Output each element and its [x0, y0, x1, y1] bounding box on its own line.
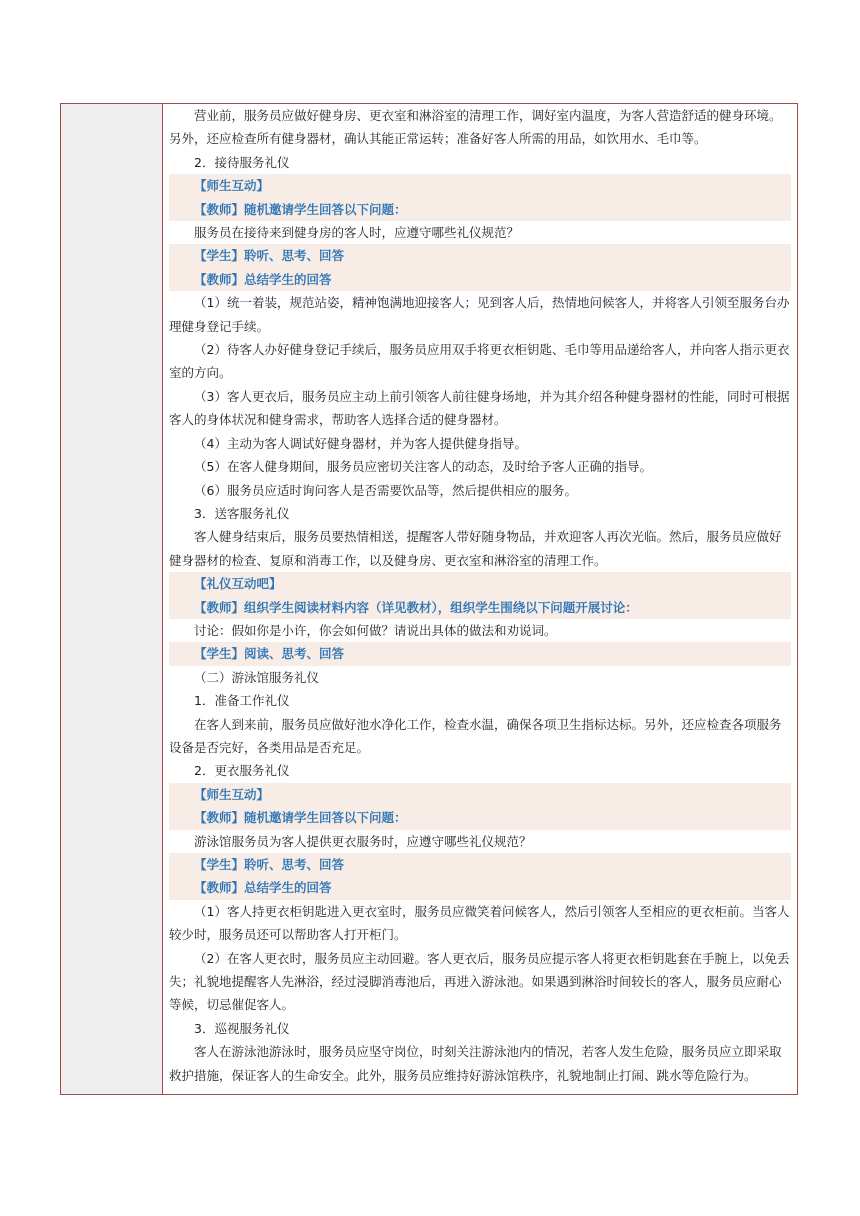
- paragraph: 2．接待服务礼仪: [194, 154, 290, 170]
- highlight-line: 【学生】聆听、思考、回答: [169, 853, 791, 876]
- highlight-line: 【师生互动】: [169, 783, 791, 806]
- highlight-line: 【教师】总结学生的回答: [169, 268, 791, 291]
- paragraph: （2）待客人办好健身登记手续后，服务员应用双手将更衣柜钥匙、毛巾等用品递给客人，并向客人指示更衣室的方向。: [169, 342, 790, 381]
- highlight-line: 【师生互动】: [169, 174, 791, 197]
- paragraph: 客人在游泳池游泳时，服务员应坚守岗位，时刻关注游泳池内的情况，若客人发生危险，服务员应立即采取救护措施，保证客人的生命安全。此外，服务员应维持好游泳馆秩序，礼貌地制止打闹、跳水等危险行为。: [169, 1044, 782, 1083]
- highlight-line: 【礼仪互动吧】: [169, 572, 791, 595]
- paragraph: 游泳馆服务员为客人提供更衣服务时，应遵守哪些礼仪规范？: [194, 833, 532, 849]
- paragraph: 3．巡视服务礼仪: [194, 1020, 290, 1036]
- highlight-line: 【教师】随机邀请学生回答以下问题：: [169, 806, 791, 829]
- label-column: [61, 104, 163, 1094]
- content-column: [169, 104, 791, 1087]
- paragraph: （4）主动为客人调试好健身器材，并为客人提供健身指导。: [194, 435, 527, 451]
- highlight-line: 【教师】随机邀请学生回答以下问题：: [169, 198, 791, 221]
- paragraph: （1）统一着装，规范站姿，精神饱满地迎接客人；见到客人后，热情地问候客人，并将客人引领至服务台办理健身登记手续。: [169, 295, 790, 334]
- lesson-table: [60, 103, 798, 1095]
- highlight-line: 【学生】聆听、思考、回答: [169, 244, 791, 267]
- paragraph: 在客人到来前，服务员应做好池水净化工作，检查水温，确保各项卫生指标达标。另外，还应检查各项服务设备是否完好，各类用品是否充足。: [169, 716, 782, 755]
- paragraph: （二）游泳馆服务礼仪: [194, 669, 320, 685]
- paragraph: 营业前，服务员应做好健身房、更衣室和淋浴室的清理工作，调好室内温度，为客人营造舒适的健身环境。另外，还应检查所有健身器材，确认其能正常运转；准备好客人所需的用品，如饮用水、毛巾等。: [169, 108, 782, 147]
- paragraph: 2．更衣服务礼仪: [194, 763, 290, 779]
- paragraph: （3）客人更衣后，服务员应主动上前引领客人前往健身场地，并为其介绍各种健身器材的性能，同时可根据客人的身体状况和健身需求，帮助客人选择合适的健身器材。: [169, 388, 790, 428]
- highlight-line: 【教师】总结学生的回答: [169, 876, 791, 899]
- highlight-line: 【学生】阅读、思考、回答: [169, 642, 791, 665]
- paragraph: （6）服务员应适时询问客人是否需要饮品等，然后提供相应的服务。: [194, 482, 577, 498]
- paragraph: （5）在客人健身期间，服务员应密切关注客人的动态，及时给予客人正确的指导。: [194, 459, 652, 475]
- paragraph: （2）在客人更衣时，服务员应主动回避。客人更衣后，服务员应提示客人将更衣柜钥匙套在手腕上，以免丢失；礼貌地提醒客人先淋浴，经过浸脚消毒池后，再进入游泳池。如果遇到淋浴时间较长的客人，服务员应耐心等候，切忌催促客人。: [169, 950, 790, 1013]
- highlight-line: 【教师】组织学生阅读材料内容（详见教材），组织学生围绕以下问题开展讨论：: [169, 596, 791, 619]
- paragraph: （1）客人持更衣柜钥匙进入更衣室时，服务员应微笑着问候客人，然后引领客人至相应的更衣柜前。当客人较少时，服务员还可以帮助客人打开柜门。: [169, 903, 790, 943]
- paragraph: 讨论：假如你是小许，你会如何做？请说出具体的做法和劝说词。: [194, 622, 557, 638]
- paragraph: 服务员在接待来到健身房的客人时，应遵守哪些礼仪规范？: [194, 225, 520, 241]
- paragraph: 客人健身结束后，服务员要热情相送，提醒客人带好随身物品，并欢迎客人再次光临。然后，服务员应做好健身器材的检查、复原和消毒工作，以及健身房、更衣室和淋浴室的清理工作。: [169, 529, 782, 568]
- paragraph: 1．准备工作礼仪: [194, 693, 290, 709]
- paragraph: 3．送客服务礼仪: [194, 505, 290, 521]
